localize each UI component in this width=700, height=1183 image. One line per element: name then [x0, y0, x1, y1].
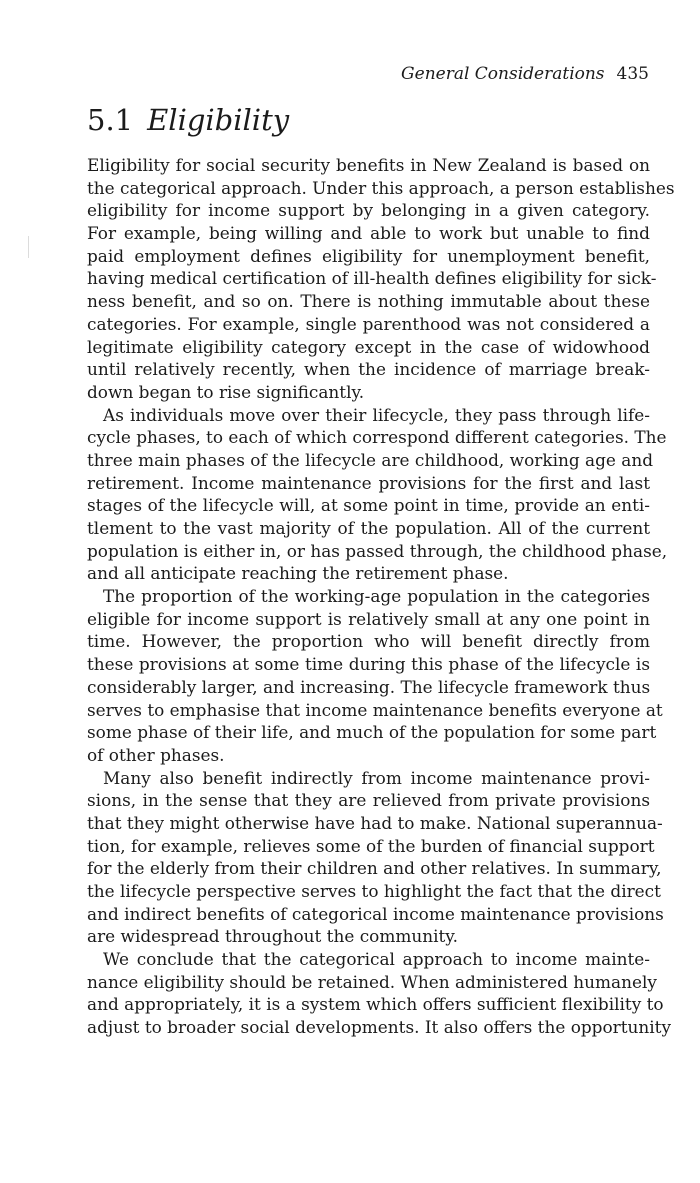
- text-line: the categorical approach. Under this approach, a person establishes: [87, 177, 675, 198]
- section-heading: [87, 102, 289, 138]
- text-line: ness benefit, and so on. There is nothing immutable about these: [87, 291, 650, 312]
- text-line: that they might otherwise have had to make. National superannua-: [87, 812, 663, 833]
- text-line: and all anticipate reaching the retirement phase.: [87, 563, 509, 584]
- text-line: three main phases of the lifecycle are childhood, working age and: [87, 449, 654, 470]
- text-line: nance eligibility should be retained. When administered humanely: [87, 971, 657, 992]
- paragraph: [87, 767, 664, 949]
- body-text: [87, 154, 675, 1039]
- paragraph: [87, 404, 668, 586]
- text-line: cycle phases, to each of which correspond different categories. The: [87, 427, 667, 448]
- text-line: considerably larger, and increasing. The lifecycle framework thus: [87, 676, 651, 697]
- text-line: tlement to the vast majority of the population. All of the current: [87, 518, 650, 538]
- section-number: 5.1: [87, 103, 134, 137]
- margin-mark: [28, 236, 29, 258]
- paragraph: [87, 154, 675, 404]
- section-title: Eligibility: [147, 103, 290, 137]
- text-line: We conclude that the categorical approach to income mainte-: [103, 949, 650, 970]
- text-line: and indirect benefits of categorical income maintenance provisions: [87, 903, 664, 924]
- text-line: some phase of their life, and much of the population for some part: [87, 722, 657, 743]
- text-line: time. However, the proportion who will benefit directly from: [87, 631, 650, 652]
- text-line: down began to rise significantly.: [87, 381, 365, 402]
- text-line: tion, for example, relieves some of the burden of financial support: [87, 835, 655, 856]
- text-line: eligible for income support is relatively small at any one point in: [87, 608, 650, 629]
- text-line: Many also benefit indirectly from income maintenance provi-: [103, 767, 650, 788]
- text-line: Eligibility for social security benefits in New Zealand is based on: [87, 155, 650, 175]
- running-head: [401, 64, 649, 84]
- text-line: retirement. Income maintenance provisions for the first and last: [87, 472, 650, 493]
- paragraph: [87, 585, 663, 767]
- text-line: For example, being willing and able to work but unable to find: [87, 223, 650, 244]
- paragraph: [87, 948, 672, 1039]
- text-line: The proportion of the working-age population in the categories: [103, 586, 650, 607]
- running-head-title: General Considerations: [401, 64, 605, 84]
- text-line: until relatively recently, when the incidence of marriage break-: [87, 359, 650, 380]
- text-line: sions, in the sense that they are relieved from private provisions: [87, 790, 650, 811]
- text-line: stages of the lifecycle will, at some point in time, provide an enti-: [87, 495, 650, 516]
- page-number: 435: [616, 64, 649, 84]
- text-line: for the elderly from their children and other relatives. In summary,: [87, 858, 662, 879]
- text-line: adjust to broader social developments. It also offers the opportunity: [87, 1017, 672, 1038]
- text-line: paid employment defines eligibility for unemployment benefit,: [87, 245, 650, 266]
- text-line: legitimate eligibility category except in the case of widowhood: [87, 336, 650, 357]
- text-line: and appropriately, it is a system which offers sufficient flexibility to: [87, 994, 664, 1015]
- text-line: these provisions at some time during this phase of the lifecycle is: [87, 654, 650, 675]
- text-line: eligibility for income support by belonging in a given category.: [87, 200, 650, 221]
- text-line: population is either in, or has passed through, the childhood phase,: [87, 540, 668, 561]
- text-line: are widespread throughout the community.: [87, 926, 458, 947]
- text-line: As individuals move over their lifecycle, they pass through life-: [103, 404, 650, 425]
- text-line: categories. For example, single parenthood was not considered a: [87, 313, 650, 334]
- text-line: serves to emphasise that income maintenance benefits everyone at: [87, 699, 663, 720]
- text-line: having medical certification of ill-health defines eligibility for sick-: [87, 268, 657, 289]
- text-line: of other phases.: [87, 744, 225, 765]
- text-line: the lifecycle perspective serves to highlight the fact that the direct: [87, 881, 661, 901]
